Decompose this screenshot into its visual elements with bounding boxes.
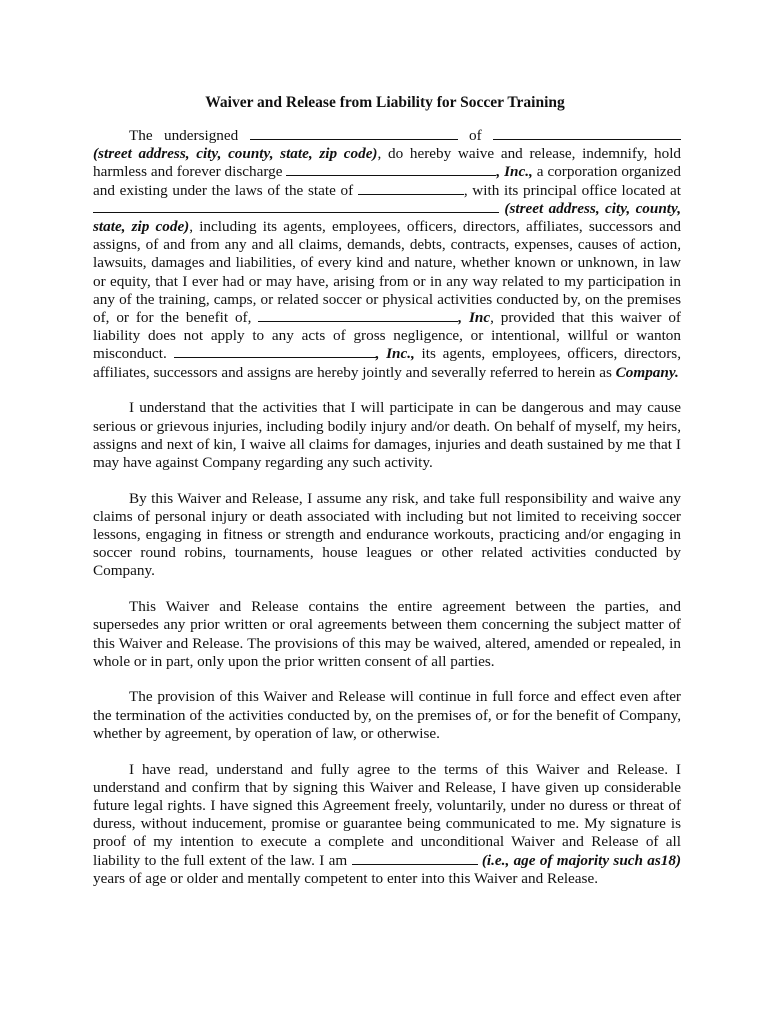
text-segment: , provided that this waiver of liability does not apply to any acts of gross negligence, or intentional, willful or wanton misconduct. <box>93 309 681 363</box>
text-segment: , with its principal office located at <box>463 181 681 199</box>
text-segment: , Inc., <box>496 163 533 181</box>
company-name-blank-2[interactable] <box>258 309 458 322</box>
company-name-blank-3[interactable] <box>174 345 376 358</box>
paragraph-acknowledgement <box>93 761 681 888</box>
paragraph-survival: The provision of this Waiver and Release will continue in full force and effect even after the termination of the activities conducted by, on the premises of, or for the benefit of Company, whether by agreement, by operation of law, or otherwise. <box>93 688 681 742</box>
text-segment: Company. <box>615 363 679 381</box>
undersigned-address-blank[interactable] <box>493 127 681 140</box>
paragraph-dangers: I understand that the activities that I will participate in can be dangerous and may cause serious or grievous injuries, including bodily injury and/or death. On behalf of myself, my heirs, assigns and next of kin, I waive all claims for damages, injuries and death sustained by me that I may have against Company regarding any such activity. <box>93 399 681 471</box>
undersigned-name-blank[interactable] <box>250 127 458 140</box>
document-title: Waiver and Release from Liability for Soccer Training <box>205 94 565 111</box>
text-segment: a corporation organized and existing under the laws of the state of <box>93 163 681 199</box>
paragraph-entire-agreement: This Waiver and Release contains the entire agreement between the parties, and supersedes any prior written or oral agreements between them concerning the subject matter of this Waiver and Release. The provisions of this may be waived, altered, amended or repealed, in whole or in part, only upon the prior written consent of all parties. <box>93 598 681 670</box>
text-segment: (street address, city, county, state, zip code) <box>93 199 681 236</box>
text-segment: years of age or older and mentally competent to enter into this Waiver and Release. <box>93 869 598 887</box>
paragraph-release <box>93 127 681 382</box>
text-segment: , including its agents, employees, officers, directors, affiliates, successors and assigns, of and from any and all claims, demands, debts, contracts, expenses, causes of action, lawsuits, damages and liabilities, of every kind and nature, whether known or unknown, in law or equity, that I ever had or may have, arising from or in any way related to my participation in any of the training, camps, or related soccer or physical activities conducted by, on the premises of, or for the benefit of, <box>93 218 682 327</box>
text-segment: The undersigned <box>129 127 239 144</box>
company-name-blank[interactable] <box>286 163 496 176</box>
text-segment: , Inc <box>458 309 491 327</box>
principal-office-blank[interactable] <box>93 200 499 213</box>
text-segment: I have read, understand and fully agree to the terms of this Waiver and Release. I understand and confirm that by signing this Waiver and Release, I have given up considerable future legal rights. I have signed this Agreement freely, voluntarily, under no duress or threat of duress, without inducement, promise or guarantee being communicated to me. My signature is proof of my intention to execute a complete and unconditional Waiver and Release of all liability to the full extent of the law. I am <box>93 760 681 869</box>
text-segment: (i.e., age of majority such as18) <box>481 851 682 869</box>
document-body <box>93 127 681 906</box>
text-segment: , do hereby waive and release, indemnify, hold harmless and forever discharge <box>93 145 682 181</box>
text-segment: (street address, city, county, state, zip code) <box>93 145 378 163</box>
age-blank[interactable] <box>352 852 478 865</box>
text-segment: of <box>468 127 482 144</box>
text-segment: its agents, employees, officers, directors, affiliates, successors and assigns are hereby jointly and severally referred to herein as <box>93 345 681 381</box>
text-segment: , Inc., <box>375 345 415 363</box>
paragraph-assume-risk: By this Waiver and Release, I assume any risk, and take full responsibility and waive any claims of personal injury or death associated with including but not limited to receiving soccer lessons, engaging in fitness or strength and endurance workouts, practicing and/or engaging in soccer round robins, tournaments, house leagues or other related activities conducted by Company. <box>93 489 681 580</box>
state-blank[interactable] <box>358 182 464 195</box>
